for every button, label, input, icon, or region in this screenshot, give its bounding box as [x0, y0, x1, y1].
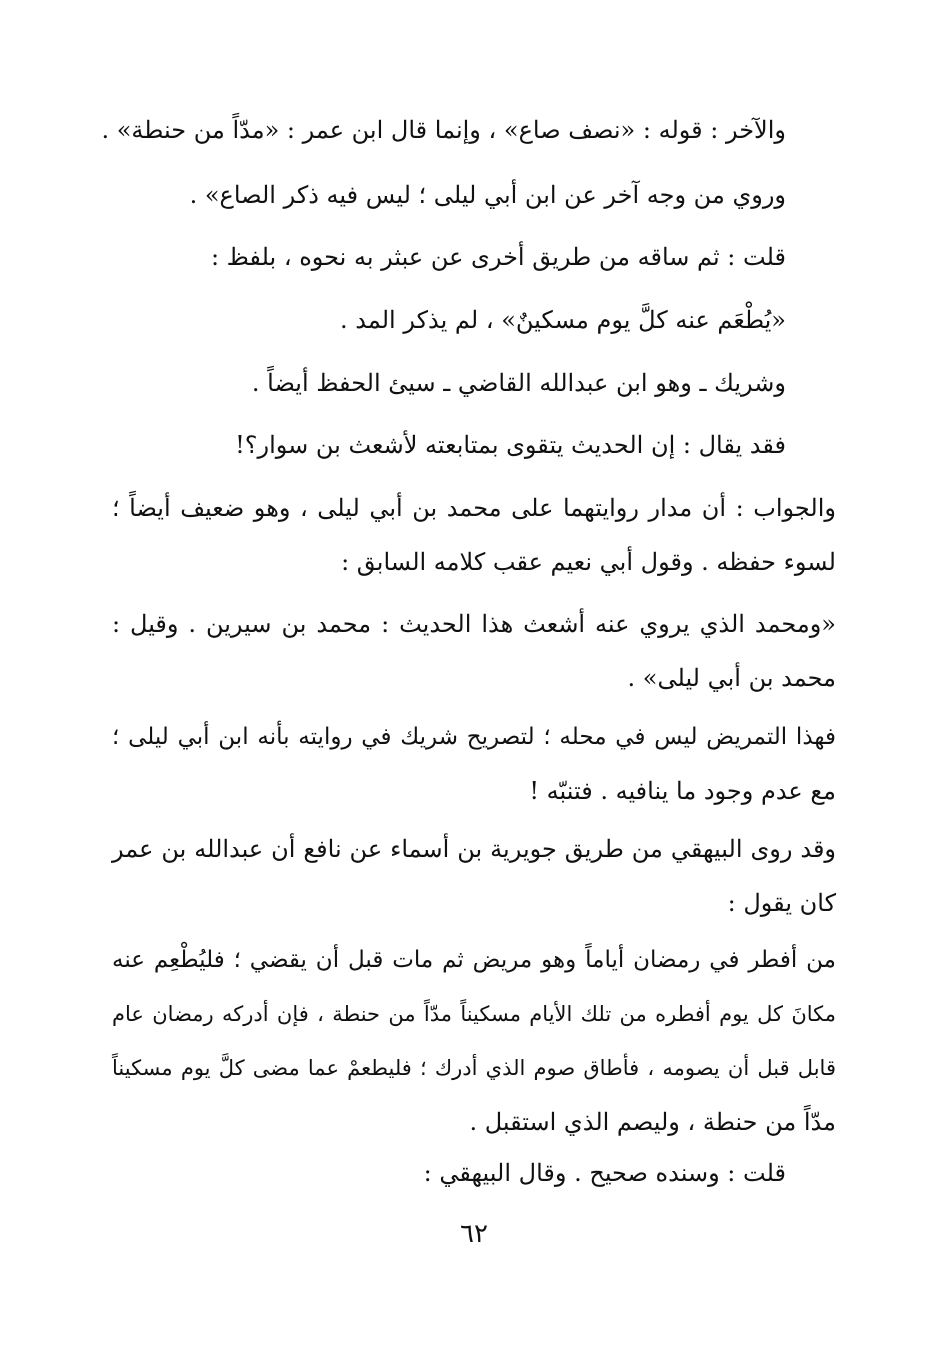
text-line: مكانَ كل يوم أفطره من تلك الأيام مسكيناً مدّاً من حنطة ، فإن أدركه رمضان عام: [112, 1002, 836, 1026]
text-line: والآخر : قوله : «نصف صاع» ، وإنما قال ابن عمر : «مدّاً من حنطة» .: [101, 116, 786, 144]
text-line: مع عدم وجود ما ينافيه . فتنبّه !: [529, 777, 836, 805]
text-line: كان يقول :: [727, 889, 836, 917]
text-line: مدّاً من حنطة ، وليصم الذي استقبل .: [469, 1108, 836, 1136]
text-line: «ومحمد الذي يروي عنه أشعث هذا الحديث : محمد بن سيرين . وقيل :: [112, 610, 836, 638]
text-line: قلت : وسنده صحيح . وقال البيهقي :: [423, 1159, 786, 1187]
text-line: وروي من وجه آخر عن ابن أبي ليلى ؛ ليس فيه ذكر الصاع» .: [189, 181, 786, 209]
text-line: لسوء حفظه . وقول أبي نعيم عقب كلامه السابق :: [341, 548, 836, 576]
text-line: قابل قبل أن يصومه ، فأطاق صوم الذي أدرك ؛ فليطعمْ عما مضى كلَّ يوم مسكيناً: [112, 1056, 836, 1080]
text-line: فهذا التمريض ليس في محله ؛ لتصريح شريك في روايته بأنه ابن أبي ليلى ؛: [112, 724, 836, 750]
text-line: «يُطْعَم عنه كلَّ يوم مسكينٌ» ، لم يذكر المد .: [339, 306, 786, 334]
text-line: وقد روى البيهقي من طريق جويرية بن أسماء عن نافع أن عبدالله بن عمر: [112, 835, 836, 863]
text-line: وشريك ـ وهو ابن عبدالله القاضي ـ سيئ الحفظ أيضاً .: [251, 369, 786, 397]
page-number: ٦٢: [460, 1219, 488, 1249]
text-line: محمد بن أبي ليلى» .: [627, 664, 836, 692]
text-line: من أفطر في رمضان أياماً وهو مريض ثم مات قبل أن يقضي ؛ فليُطْعِم عنه: [112, 947, 836, 973]
text-line: والجواب : أن مدار روايتهما على محمد بن أبي ليلى ، وهو ضعيف أيضاً ؛: [112, 494, 836, 522]
text-line: قلت : ثم ساقه من طريق أخرى عن عبثر به نحوه ، بلفظ :: [210, 243, 786, 271]
text-line: فقد يقال : إن الحديث يتقوى بمتابعته لأشعث بن سوار؟!: [235, 431, 786, 459]
